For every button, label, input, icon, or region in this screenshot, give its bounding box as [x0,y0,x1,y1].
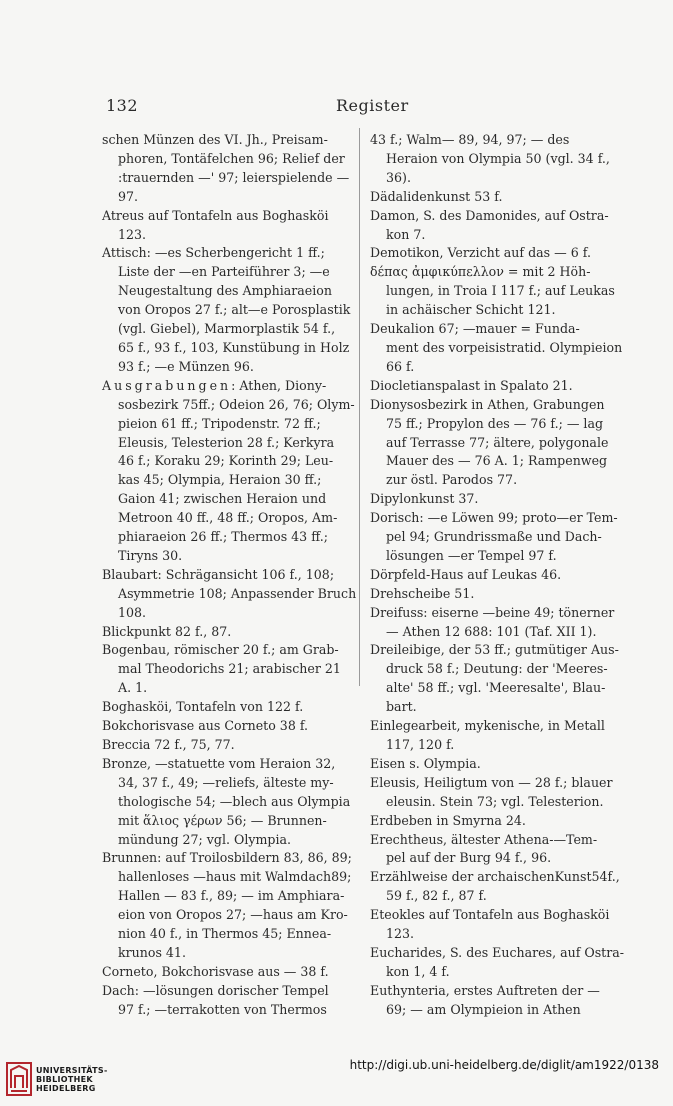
index-entry-line: Erechtheus, ältester Athena-—Tem- [370,831,598,847]
index-entry [102,963,350,982]
index-entry-line: Bogenbau, römischer 20 f.; am Grab- [102,642,339,658]
index-entry [370,396,620,491]
index-entry-line: 123. [386,926,415,942]
index-entry-line: Eleusis, Telesterion 28 f.; Kerkyra [118,434,335,450]
index-entry [102,641,350,698]
index-entry-line: Dreifuss: eiserne —beine 49; tönerner [370,604,615,620]
index-entry-line: Dorisch: —e Löwen 99; proto—er Tem- [370,510,618,526]
index-entry-line: 123. [118,226,147,242]
index-entry-line: Einlegearbeit, mykenische, in Metall [370,718,605,734]
index-entry [370,509,620,566]
index-entry-line: Mauer des — 76 A. 1; Rampenweg [386,453,608,469]
index-entry-line: 117, 120 f. [386,737,455,752]
index-entry [102,849,350,962]
index-entry-line: Diocletianspalast in Spalato 21. [370,377,573,393]
index-entry-line: kon 7. [386,226,426,242]
index-entry [370,831,620,869]
index-entry [370,774,620,812]
index-entry-line: phiaraeion 26 ff.; Thermos 43 ff.; [118,529,328,545]
index-entry-line: 69; — am Olympieion in Athen [386,1001,581,1017]
index-entry-line: δέπας ἀμφικύπελλον = mit 2 Höh- [370,264,591,280]
library-name [36,1066,108,1093]
index-entry-line: mündung 27; vgl. Olympia. [118,831,292,847]
index-entry-line: Dreileibige, der 53 ff.; gutmütiger Aus- [370,642,619,658]
index-entry [370,604,620,642]
index-entry [370,320,623,377]
index-entry-line: kas 45; Olympia, Heraion 30 ff.; [118,472,322,488]
index-entry-line: Erzählweise der archaischenKunst54f., [370,869,620,885]
index-entry-line: lösungen —er Tempel 97 f. [386,547,557,563]
index-entry-line: Tiryns 30. [118,547,183,563]
index-entry [370,131,620,188]
index-entry-line: pel 94; Grundrissmaße und Dach- [386,529,602,545]
index-entry-line: von Oropos 27 f.; alt—e Porosplastik [118,302,351,318]
index-entry-line: Dörpfeld-Haus auf Leukas 46. [370,566,562,582]
index-entry [102,717,350,736]
library-name-line: BIBLIOTHEK [36,1075,93,1084]
index-entry-line: Gaion 41; zwischen Heraion und [118,491,327,507]
index-column-left [102,131,357,1020]
index-entry-line: Bronze, —statuette vom Heraion 32, [102,755,336,771]
index-entry [370,812,620,831]
index-entry-line: Damon, S. des Damonides, auf Ostra- [370,207,609,223]
index-entry-line: lungen, in Troia I 117 f.; auf Leukas [386,283,615,299]
index-entry [370,188,620,207]
index-entry-line: Boghasköi, Tontafeln von 122 f. [102,699,304,715]
index-entry-line: — Athen 12 688: 101 (Taf. XII 1). [386,623,597,639]
index-entry [370,566,620,585]
running-head: Register [336,96,409,115]
index-entry [370,906,620,944]
index-entry-line: Neugestaltung des Amphiaraeion [118,283,332,299]
index-entry-line: Bokchorisvase aus Corneto 38 f. [102,718,309,734]
index-entry-line: Dipylonkunst 37. [370,491,479,507]
index-entry-line: Ausgrabungen: Athen, Diony- [102,377,327,393]
index-entry [370,755,620,774]
index-entry-line: Deukalion 67; —mauer = Funda- [370,321,580,337]
index-entry-line: Eucharides, S. des Euchares, auf Ostra- [370,944,625,960]
index-entry-line: Eleusis, Heiligtum von — 28 f.; blauer [370,774,613,790]
index-entry-line: ment des vorpeisistratid. Olympieion [386,339,623,355]
index-entry-line: 93 f.; —e Münzen 96. [118,358,254,374]
index-entry-line: mit ἅλιος γέρων 56; — Brunnen- [118,812,327,828]
page-footer [0,1050,673,1106]
index-entry-line: Blickpunkt 82 f., 87. [102,623,232,639]
index-entry-line: thologische 54; —blech aus Olympia [118,793,351,809]
library-name-line: HEIDELBERG [36,1084,96,1093]
index-entry-line: 66 f. [386,358,415,374]
index-entry [102,566,357,623]
index-entry-line: pel auf der Burg 94 f., 96. [386,850,552,866]
index-entry-line: auf Terrasse 77; ältere, polygonale [386,434,609,450]
index-entry [370,944,625,982]
library-logo-icon [6,1062,32,1096]
index-entry-line: Breccia 72 f., 75, 77. [102,737,235,752]
index-entry-line: 43 f.; Walm— 89, 94, 97; — des [370,132,570,147]
index-entry [370,490,620,509]
index-entry [102,207,350,245]
index-entry [370,641,620,717]
index-entry-line: alte' 58 ff.; vgl. 'Meeresalte', Blau- [386,680,606,696]
index-entry-line: Demotikon, Verzicht auf das — 6 f. [370,245,591,261]
index-entry-line: nion 40 f., in Thermos 45; Ennea- [118,926,332,942]
index-entry [370,717,620,755]
index-entry-line: 65 f., 93 f., 103, Kunstübung in Holz [118,339,350,355]
index-entry-line: Drehscheibe 51. [370,585,475,601]
index-entry [370,263,620,320]
index-entry-line: 46 f.; Koraku 29; Korinth 29; Leu- [118,453,334,469]
index-entry-line: Dionysosbezirk in Athen, Grabungen [370,396,605,412]
index-entry [102,698,350,717]
page-number: 132 [106,96,139,115]
index-entry-line: Brunnen: auf Troilosbildern 83, 86, 89; [102,850,352,866]
index-entry-line: druck 58 f.; Deutung: der 'Meeres- [386,661,608,677]
index-entry-line: Euthynteria, erstes Auftreten der — [370,982,600,998]
index-entry-line: eion von Oropos 27; —haus am Kro- [118,907,348,923]
index-entry-line: hallenloses —haus mit Walmdach89; [118,869,352,885]
index-entry-line: 34, 37 f., 49; —reliefs, älteste my- [118,774,334,790]
index-entry [370,585,620,604]
index-entry-line: 59 f., 82 f., 87 f. [386,888,487,904]
index-entry-line: :trauernden —' 97; leierspielende — [118,169,350,185]
index-entry [370,377,620,396]
index-entry [370,207,620,245]
index-entry [102,131,350,207]
index-entry-line: Heraion von Olympia 50 (vgl. 34 f., [386,150,610,166]
index-entry-line: Dach: —lösungen dorischer Tempel [102,982,329,998]
index-entry [102,244,350,376]
index-entry-line: sosbezirk 75ff.; Odeion 26, 76; Olym- [118,396,355,412]
index-entry [102,755,350,850]
index-entry-line: eleusin. Stein 73; vgl. Telesterion. [386,793,604,809]
index-entry-line: phoren, Tontäfelchen 96; Relief der [118,150,345,166]
source-url-link[interactable]: http://digi.ub.uni-heidelberg.de/diglit/am1922/0138 [349,1058,659,1072]
index-entry [102,623,350,642]
index-entry-line: zur östl. Parodos 77. [386,472,518,488]
page-header [96,96,574,120]
index-entry-line: Metroon 40 ff., 48 ff.; Oropos, Am- [118,510,338,526]
index-entry-line: 97. [118,188,139,204]
index-entry-line: (vgl. Giebel), Marmorplastik 54 f., [118,321,336,337]
library-name-line: UNIVERSITÄTS- [36,1066,108,1075]
index-entry-line: Erdbeben in Smyrna 24. [370,812,526,828]
index-entry-line: bart. [386,699,417,715]
index-entry-line: Atreus auf Tontafeln aus Boghasköi [102,207,329,223]
index-entry-line: kon 1, 4 f. [386,963,450,979]
index-entry-line: A. 1. [118,680,148,696]
index-entry-line: Asymmetrie 108; Anpassender Bruch [118,585,357,601]
index-entry [102,736,350,755]
index-entry-line: Corneto, Bokchorisvase aus — 38 f. [102,963,329,979]
index-entry-line: schen Münzen des VI. Jh., Preisam- [102,132,328,147]
index-entry-line: Liste der —en Parteiführer 3; —e [118,264,330,280]
index-entry-line: Eisen s. Olympia. [370,755,481,771]
index-column-right [370,131,625,1020]
index-entry-line: 75 ff.; Propylon des — 76 f.; — lag [386,415,604,431]
index-entry-line: mal Theodorichs 21; arabischer 21 [118,661,341,677]
index-entry [370,982,620,1020]
index-entry-line: pieion 61 ff.; Tripodenstr. 72 ff.; [118,415,321,431]
index-entry [102,377,355,566]
index-entry-line: Attisch: —es Scherbengericht 1 ff.; [102,245,325,261]
index-entry-line: 36). [386,169,411,185]
index-entry-line: Eteokles auf Tontafeln aus Boghasköi [370,907,610,923]
index-entry [102,982,350,1020]
index-entry-line: in achäischer Schicht 121. [386,302,556,318]
index-entry [370,244,620,263]
index-entry-line: Hallen — 83 f., 89; — im Amphiara- [118,888,345,904]
index-entry [370,868,620,906]
index-entry-line: 108. [118,604,147,620]
index-entry-line: Dädalidenkunst 53 f. [370,188,503,204]
index-entry-line: krunos 41. [118,944,186,960]
column-divider [359,128,360,686]
index-entry-line: Blaubart: Schrägansicht 106 f., 108; [102,566,335,582]
index-entry-line: 97 f.; —terrakotten von Thermos [118,1001,327,1017]
